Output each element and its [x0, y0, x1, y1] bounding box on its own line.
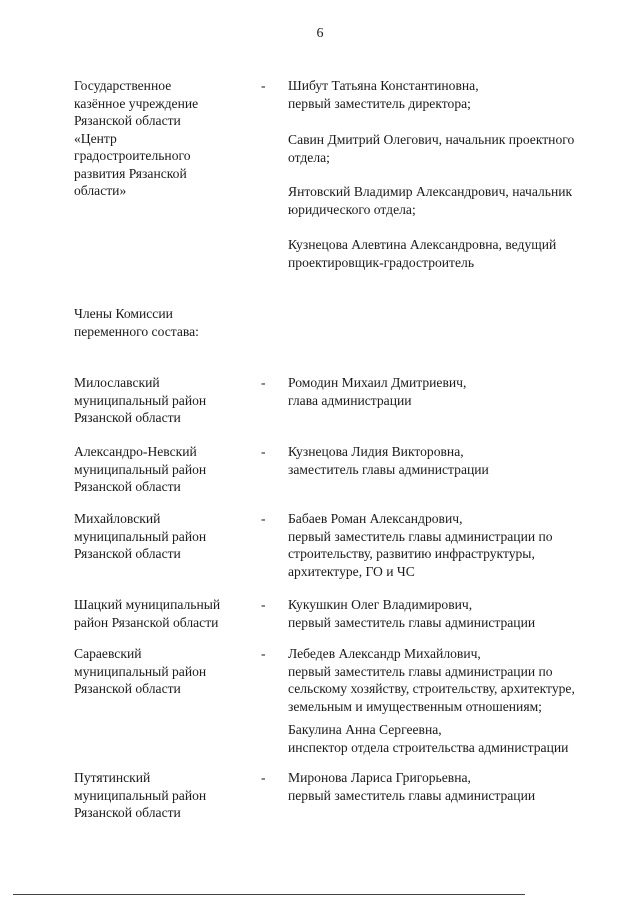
district-mikhailovsky: Михайловский муниципальный район Рязанской области	[74, 511, 207, 561]
member-kuznetsova-l: Кузнецова Лидия Викторовна, заместитель главы администрации	[288, 444, 489, 477]
dash-separator: -	[261, 646, 266, 661]
dash-separator: -	[261, 78, 266, 93]
member-savin: Савин Дмитрий Олегович, начальник проектного отдела;	[288, 132, 575, 165]
district-miloslavsky: Милославский муниципальный район Рязанской области	[74, 375, 207, 425]
variable-members-heading: Члены Комиссии переменного состава:	[74, 306, 199, 339]
district-putyatinsky: Путятинский муниципальный район Рязанской области	[74, 770, 207, 820]
page-number: 6	[316, 26, 324, 41]
member-bakulina: Бакулина Анна Сергеевна, инспектор отдела строительства администрации	[288, 722, 569, 755]
member-babaev: Бабаев Роман Александрович, первый заместитель главы администрации по строительству, развитию инфраструктуры, архитектуре, ГО и ЧС	[288, 511, 553, 579]
district-aleksandro-nevsky: Александро-Невский муниципальный район Рязанской области	[74, 444, 207, 494]
member-kukushkin: Кукушкин Олег Владимирович, первый заместитель главы администрации	[288, 597, 536, 630]
member-lebedev: Лебедев Александр Михайлович, первый заместитель главы администрации по сельскому хозяйству, строительству, архитектуре, земельным и имущественным отношениям;	[288, 646, 575, 714]
dash-separator: -	[261, 511, 266, 526]
member-yantovsky: Янтовский Владимир Александрович, начальник юридического отдела;	[288, 184, 573, 217]
dash-separator: -	[261, 770, 266, 785]
dash-separator: -	[261, 597, 266, 612]
bottom-rule	[13, 894, 525, 895]
member-kuznetsova-a: Кузнецова Алевтина Александровна, ведущий проектировщик-градостроитель	[288, 237, 557, 270]
organization-gku: Государственное казённое учреждение Рязанской области «Центр градостроительного развития Рязанской области»	[74, 78, 199, 198]
district-saraevsky: Сараевский муниципальный район Рязанской области	[74, 646, 207, 696]
dash-separator: -	[261, 444, 266, 459]
member-shibut: Шибут Татьяна Константиновна, первый заместитель директора;	[288, 78, 479, 111]
member-romodin: Ромодин Михаил Дмитриевич, глава администрации	[288, 375, 467, 408]
member-mironova: Миронова Лариса Григорьевна, первый заместитель главы администрации	[288, 770, 536, 803]
dash-separator: -	[261, 375, 266, 390]
district-shatsky: Шацкий муниципальный район Рязанской области	[74, 597, 221, 630]
